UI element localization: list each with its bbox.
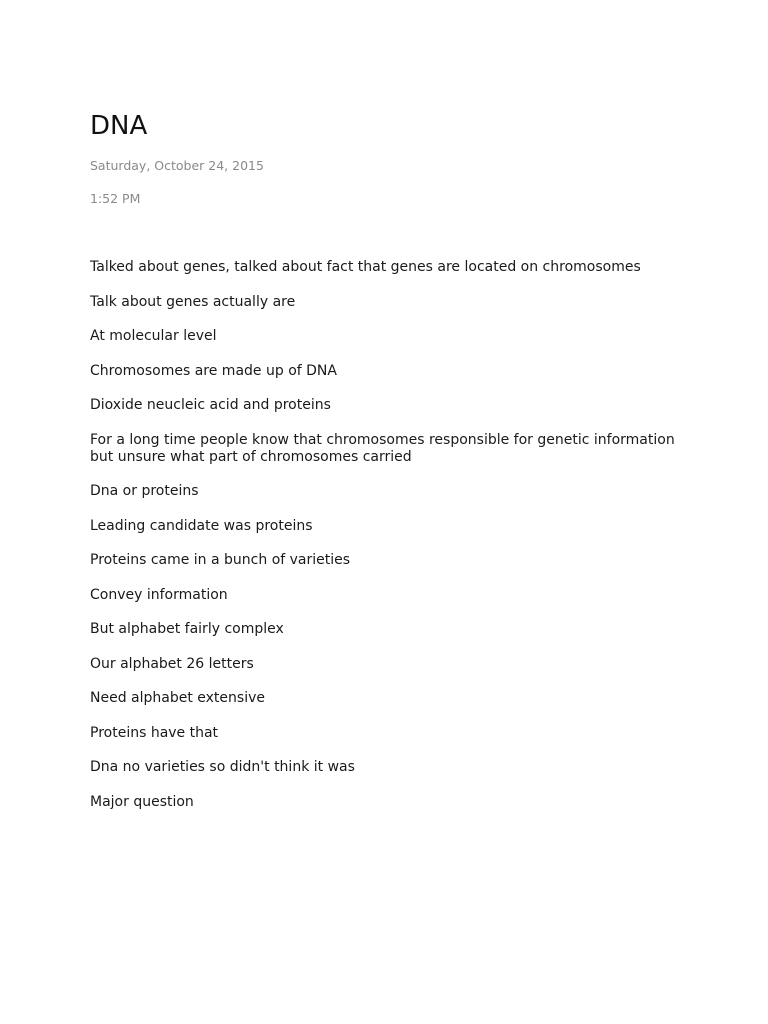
note-paragraph: For a long time people know that chromosomes responsible for genetic information but unsure what part of chromosomes carried (90, 431, 675, 465)
note-date: Saturday, October 24, 2015 (90, 158, 264, 173)
note-paragraph: Need alphabet extensive (90, 690, 265, 706)
note-paragraph: Chromosomes are made up of DNA (90, 362, 337, 379)
note-paragraph: Dioxide neucleic acid and proteins (90, 397, 331, 413)
note-paragraph: Convey information (90, 586, 228, 603)
note-paragraph: At molecular level (90, 328, 217, 344)
note-paragraph: Talked about genes, talked about fact that genes are located on chromosomes (90, 259, 641, 275)
note-time: 1:52 PM (90, 191, 141, 206)
note-paragraph: Talk about genes actually are (90, 293, 296, 310)
note-paragraph: Our alphabet 26 letters (90, 655, 254, 672)
note-paragraph: Dna no varieties so didn't think it was (90, 759, 355, 775)
note-paragraph: Dna or proteins (90, 483, 199, 499)
note-paragraph: Proteins came in a bunch of varieties (90, 552, 351, 568)
note-body (90, 259, 680, 828)
note-title: DNA (90, 111, 148, 141)
note-paragraph: Proteins have that (90, 724, 219, 741)
note-paragraph: But alphabet fairly complex (90, 621, 284, 637)
note-paragraph: Major question (90, 793, 194, 810)
note-paragraph: Leading candidate was proteins (90, 517, 313, 534)
